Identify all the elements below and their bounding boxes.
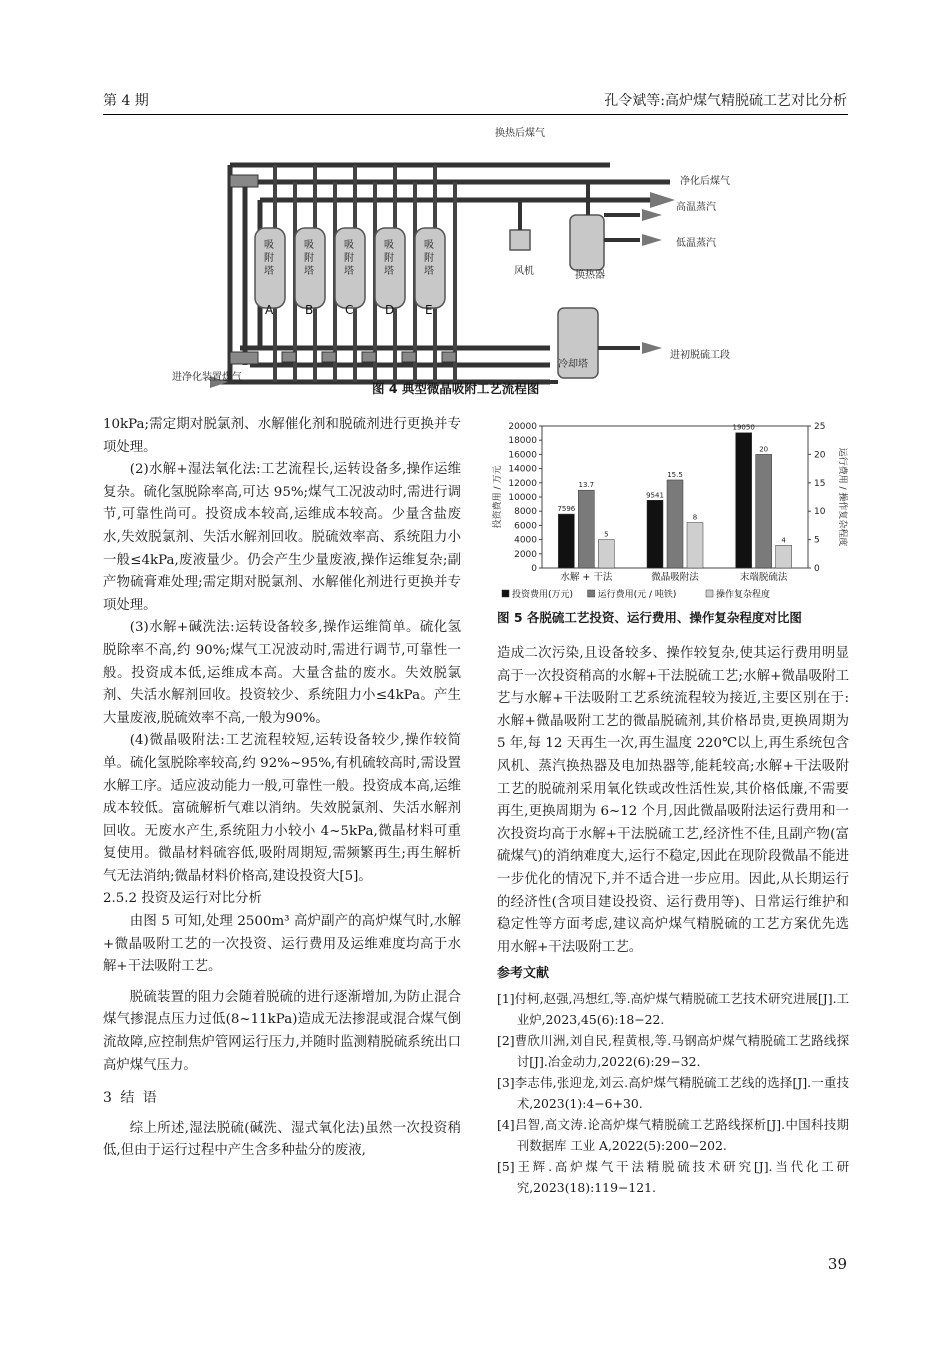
y2-tick-label: 0: [814, 564, 820, 574]
svg-text:塔: 塔: [264, 266, 274, 277]
paragraph: 造成二次污染,且设备较多、操作较复杂,使其运行费用明显高于一次投资稍高的水解+干法脱硫工艺;水解+微晶吸附工艺与水解+干法吸附工艺系统流程较为接近,主要区别在于:水解+微晶吸附工艺的微晶脱硫剂,其价格昂贵,更换周期为 5 年,每 12 天再生一次,再生温度 220℃以上,再生系统包含风机、蒸汽换热器及电加热器等,能耗较高;水解+干法吸附工艺的脱硫剂采用氧化铁或改性活性炭,其价格低廉,不需要再生,更换周期为 6~12 个月,因此微晶吸附法运行费用和一次投资均高于水解+干法脱硫工艺,经济性不佳,且副产物(富硫煤气)的消纳难度大,运行不稳定,因此在现阶段微晶不能进一步优化的情况下,并不适合进一步应用。因此,从长期运行的经济性(含项目建设投资、运行费用等)、日常运行维护和稳定性等方面考虑,建议高炉煤气精脱硫的工艺方案优先选用水解+干法吸附工艺。: [497, 646, 849, 955]
bar-value-label: 4: [781, 536, 786, 545]
reference-item: [4]吕智,高文涛.论高炉煤气精脱硫工艺路线探析[J].中国科技期刊数据库 工业 A,2022(5):200−202.: [497, 1116, 849, 1153]
tower-d-label: D: [385, 303, 395, 317]
y-tick-label: 18000: [508, 436, 537, 447]
svg-text:附: 附: [424, 253, 434, 264]
legend-entry: 操作复杂程度: [716, 590, 771, 600]
reference-item: [2]曹欣川洲,刘自民,程黄根,等.马钢高炉煤气精脱硫工艺路线探讨[J].冶金动力,2022(6):29−32.: [497, 1032, 849, 1069]
svg-text:吸: 吸: [424, 240, 434, 251]
y2-tick-label: 25: [814, 422, 826, 432]
reference-item: [1]付柯,赵强,冯想红,等.高炉煤气精脱硫工艺技术研究进展[J].工业炉,2023,45(6):18−22.: [497, 990, 849, 1027]
bar-1-2: [647, 500, 663, 568]
legend-entry: 投资费用(万元): [512, 590, 574, 600]
bar-3-1: [598, 540, 614, 568]
label-fan: 风机: [514, 266, 534, 277]
header-rule: [103, 114, 848, 115]
figure5-chart: [490, 412, 848, 604]
y2-tick-label: 15: [814, 478, 826, 489]
right-column: [497, 643, 849, 1198]
legend-swatch: [588, 590, 595, 597]
svg-text:吸: 吸: [264, 240, 274, 251]
reference-item: [5]王辉.高炉煤气干法精脱硫技术研究[J].当代化工研究,2023(18):119−121.: [497, 1158, 849, 1195]
y-tick-label: 6000: [514, 521, 537, 532]
bar-2-3: [756, 454, 772, 568]
y-tick-label: 0: [531, 564, 537, 574]
label-top-gas: 换热后煤气: [495, 128, 545, 139]
tower-a-label: A: [265, 303, 274, 317]
legend-entry: 运行费用(元 / 吨铁): [597, 590, 677, 600]
y-tick-label: 8000: [514, 507, 537, 518]
x-tick-label: 水解 + 干法: [560, 572, 613, 583]
bar-3-2: [687, 523, 703, 568]
svg-text:塔: 塔: [344, 266, 354, 277]
y-tick-label: 14000: [508, 464, 537, 475]
bar-value-label: 5: [604, 530, 609, 539]
y2-tick-label: 10: [814, 507, 826, 518]
bar-value-label: 7596: [557, 505, 576, 514]
paragraph: 综上所述,湿法脱硫(碱洗、湿式氧化法)虽然一次投资稍低,但由于运行过程中产生含多种盐分的废液,: [103, 1120, 461, 1159]
bar-2-2: [667, 480, 683, 568]
bar-1-3: [736, 433, 752, 568]
label-low-steam: 低温蒸汽: [676, 238, 716, 249]
tower-c-label: C: [345, 303, 354, 317]
svg-text:塔: 塔: [384, 266, 394, 277]
paragraph: (4)微晶吸附法:工艺流程较短,运转设备较少,操作较简单。硫化氢脱除率较高,约 92%~95%,有机硫较高时,需设置水解工序。适应波动能力一般,可靠性一般。投资成本高,运维成本较低。富硫解析气难以消纳。失效脱氯剂、失活水解剂回收。无废水产生,系统阻力小较小 4~5kPa,微晶材料可重复使用。微晶材料硫容低,吸附周期短,需频繁再生;再生解析气无法消纳;微晶材料价格高,建设投资大[5]。: [103, 733, 461, 884]
y-tick-label: 16000: [508, 450, 537, 461]
paragraph: 由图 5 可知,处理 2500m³ 高炉副产的高炉煤气时,水解+微晶吸附工艺的一次投资、运行费用及运维难度均高于水解+干法吸附工艺。: [103, 914, 461, 975]
paragraph: 脱硫装置的阻力会随着脱硫的进行逐渐增加,为防止混合煤气掺混点压力过低(8~11kPa)造成无法掺混或混合煤气倒流故障,应控制焦炉管网运行压力,并随时监测精脱硫系统出口高炉煤气压力。: [103, 989, 461, 1073]
paragraph: 10kPa;需定期对脱氯剂、水解催化剂和脱硫剂进行更换并专项处理。: [103, 417, 461, 455]
bar-value-label: 8: [692, 513, 698, 522]
label-exchanger: 换热器: [575, 270, 605, 281]
y-tick-label: 4000: [514, 535, 537, 546]
legend-swatch: [706, 590, 713, 597]
bar-value-label: 20: [759, 445, 769, 454]
running-title: 孔令斌等:高炉煤气精脱硫工艺对比分析: [604, 93, 847, 109]
svg-text:塔: 塔: [424, 266, 434, 277]
svg-text:附: 附: [384, 253, 394, 264]
bar-3-3: [776, 545, 792, 568]
reference-item: [3]李志伟,张迎龙,刘云.高炉煤气精脱硫工艺线的选择[J].一重技术,2023(1):4−6+30.: [497, 1074, 849, 1111]
y2-tick-label: 20: [814, 450, 826, 461]
svg-text:附: 附: [264, 253, 274, 264]
y2-tick-label: 5: [814, 535, 820, 546]
svg-text:吸: 吸: [344, 240, 354, 251]
paragraph: (3)水解+碱洗法:运转设备较多,操作运维简单。硫化氢脱除率不高,约 90%;煤气工况波动时,需进行调节,可靠性一般。投资成本低,运维成本高。大量含盐的废水。失效脱氯剂、失活水解剂回收。投资较少、系统阻力小≤4kPa。产生大量废液,脱硫效率不高,一般为90%。: [103, 620, 461, 726]
bar-value-label: 13.7: [578, 481, 595, 490]
svg-text:附: 附: [344, 253, 354, 264]
bar-1-1: [558, 514, 574, 568]
label-hot-steam: 高温蒸汽: [676, 202, 716, 213]
tower-e-label: E: [425, 303, 433, 317]
y-axis-label: 投资费用 / 万元: [493, 465, 503, 529]
figure4-caption: 图 4 典型微晶吸附工艺流程图: [372, 381, 540, 396]
figure4-diagram: [170, 120, 780, 400]
y-tick-label: 2000: [514, 549, 537, 560]
bar-value-label: 15.5: [667, 470, 683, 479]
label-inlet: 进净化装置煤气: [172, 372, 242, 383]
y2-axis-label: 运行费用 / 操作复杂程度: [837, 447, 847, 547]
legend-swatch: [502, 590, 509, 597]
bar-value-label: 9541: [646, 491, 664, 500]
paragraph: (2)水解+湿法氧化法:工艺流程长,运转设备多,操作运维复杂。硫化氢脱除率高,可达 95%;煤气工况波动时,需进行调节,可靠性尚可。投资成本较高,运维成本较高。少量含盐废水,失效脱氯剂、失活水解剂回收。脱硫效率高、系统阻力小一般≤4kPa,废液量少。仍会产生少量废液,操作运维复杂;副产物硫膏难处理;需定期对脱氯剂、水解催化剂进行更换并专项处理。: [103, 462, 461, 613]
y-tick-label: 12000: [508, 478, 537, 489]
svg-text:塔: 塔: [304, 266, 314, 277]
bar-value-label: 19050: [732, 423, 755, 432]
journal-issue: 第 4 期: [103, 93, 149, 109]
figure5-caption: 图 5 各脱硫工艺投资、运行费用、操作复杂程度对比图: [497, 610, 802, 625]
x-tick-label: 微晶吸附法: [651, 572, 699, 583]
svg-text:吸: 吸: [304, 240, 314, 251]
section-heading: 3 结 语: [103, 1090, 159, 1107]
subsection-heading: 2.5.2 投资及运行对比分析: [103, 891, 262, 907]
x-tick-label: 末端脱硫法: [739, 572, 788, 583]
svg-text:吸: 吸: [384, 240, 394, 251]
y-tick-label: 10000: [508, 493, 537, 503]
references-heading: 参考文献: [497, 966, 550, 982]
label-to-fine: 进初脱硫工段: [670, 350, 730, 361]
label-purified: 净化后煤气: [680, 176, 730, 187]
tower-b-label: B: [305, 303, 314, 317]
svg-text:附: 附: [304, 253, 314, 264]
left-column: [103, 414, 461, 1163]
label-cooling: 冷却塔: [558, 359, 588, 370]
bar-2-1: [578, 490, 594, 568]
y-tick-label: 20000: [508, 422, 537, 432]
page-number: 39: [827, 1255, 847, 1273]
